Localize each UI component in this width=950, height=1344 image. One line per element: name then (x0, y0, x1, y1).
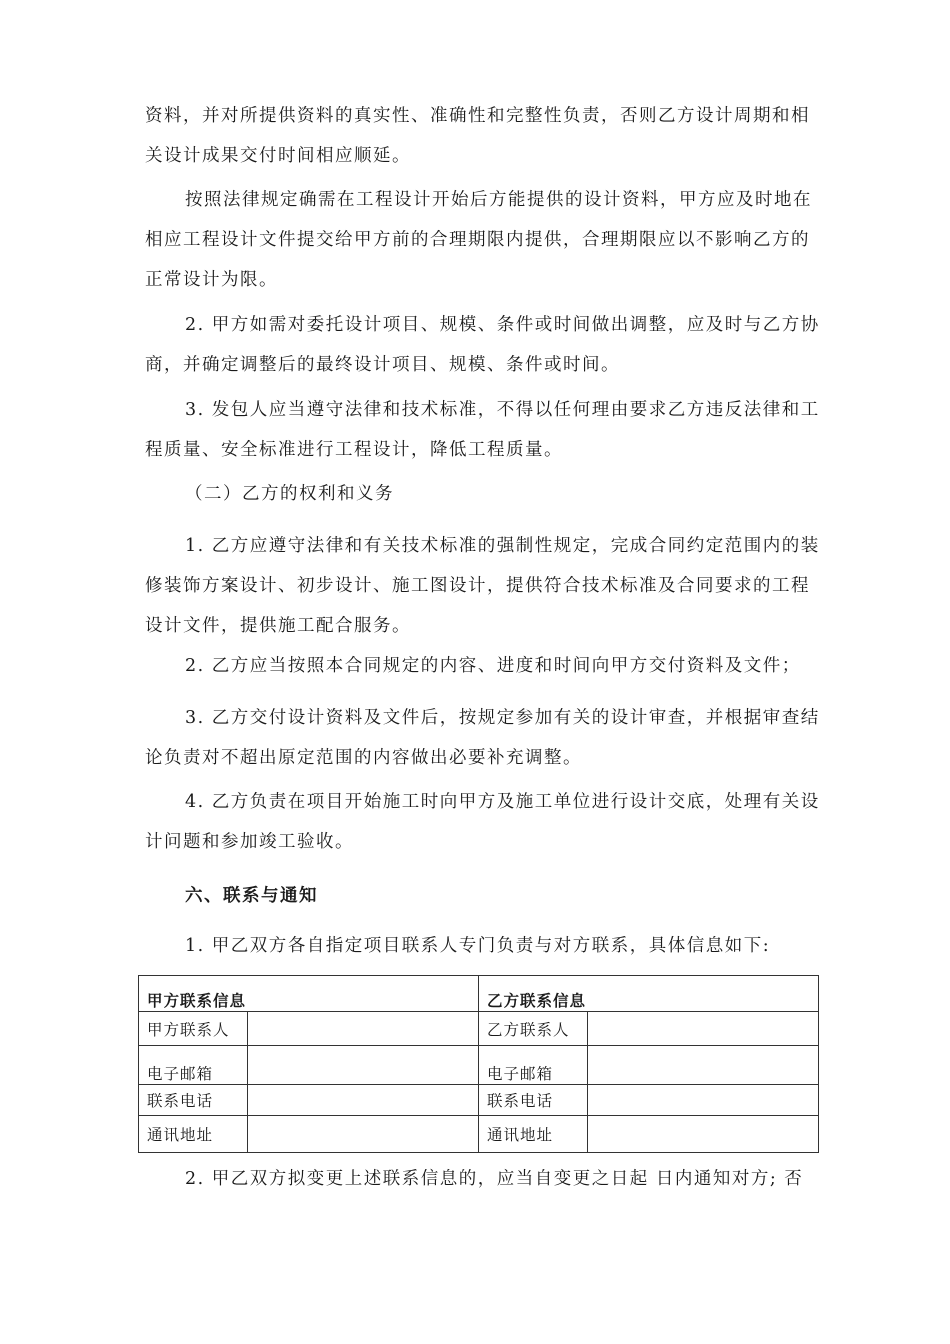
party-a-contact-label: 甲方联系人 (139, 1012, 248, 1046)
subheading-party-b-rights: （二）乙方的权利和义务 (185, 484, 394, 504)
paragraph-contact-change: 2. 甲乙双方拟变更上述联系信息的，应当自变更之日起 日内通知对方; 否 (185, 1169, 804, 1189)
table-row (139, 1046, 819, 1085)
party-a-phone-label: 联系电话 (139, 1085, 248, 1116)
paragraph-contact-intro: 1. 甲乙双方各自指定项目联系人专门负责与对方联系，具体信息如下: (185, 936, 771, 956)
paragraph-clause-2: 2. 甲方如需对委托设计项目、规模、条件或时间做出调整，应及时与乙方协商，并确定调整后的最终设计项目、规模、条件或时间。 (145, 315, 820, 375)
party-b-header: 乙方联系信息 (479, 976, 819, 1012)
party-b-address-value[interactable] (588, 1116, 819, 1153)
contact-info-table (138, 975, 819, 1153)
section-heading-contact: 六、联系与通知 (185, 886, 318, 906)
table-header-row (139, 976, 819, 1012)
paragraph-b-clause-1: 1. 乙方应遵守法律和有关技术标准的强制性规定，完成合同约定范围内的装修装饰方案设计、初步设计、施工图设计，提供符合技术标准及合同要求的工程设计文件，提供施工配合服务。 (145, 536, 820, 636)
party-b-email-value[interactable] (588, 1046, 819, 1085)
party-b-email-label: 电子邮箱 (479, 1046, 588, 1085)
party-a-address-label: 通讯地址 (139, 1116, 248, 1153)
party-a-header: 甲方联系信息 (139, 976, 479, 1012)
paragraph-clause-3: 3. 发包人应当遵守法律和技术标准，不得以任何理由要求乙方违反法律和工程质量、安全标准进行工程设计，降低工程质量。 (145, 400, 820, 460)
party-a-contact-value[interactable] (248, 1012, 479, 1046)
paragraph-b-clause-4: 4. 乙方负责在项目开始施工时向甲方及施工单位进行设计交底，处理有关设计问题和参加竣工验收。 (145, 792, 820, 852)
paragraph-continued: 资料，并对所提供资料的真实性、准确性和完整性负责，否则乙方设计周期和相关设计成果交付时间相应顺延。 (145, 106, 810, 166)
party-b-address-label: 通讯地址 (479, 1116, 588, 1153)
party-a-email-value[interactable] (248, 1046, 479, 1085)
party-a-email-label: 电子邮箱 (139, 1046, 248, 1085)
paragraph-b-clause-2: 2. 乙方应当按照本合同规定的内容、进度和时间向甲方交付资料及文件； (185, 656, 801, 676)
paragraph-b-clause-3: 3. 乙方交付设计资料及文件后，按规定参加有关的设计审查，并根据审查结论负责对不超出原定范围的内容做出必要补充调整。 (145, 708, 820, 768)
table-row (139, 1085, 819, 1116)
party-b-contact-label: 乙方联系人 (479, 1012, 588, 1046)
table-row (139, 1012, 819, 1046)
party-b-contact-value[interactable] (588, 1012, 819, 1046)
party-b-phone-label: 联系电话 (479, 1085, 588, 1116)
party-a-address-value[interactable] (248, 1116, 479, 1153)
party-a-phone-value[interactable] (248, 1085, 479, 1116)
table-row (139, 1116, 819, 1153)
party-b-phone-value[interactable] (588, 1085, 819, 1116)
paragraph-design-materials: 按照法律规定确需在工程设计开始后方能提供的设计资料，甲方应及时地在相应工程设计文件提交给甲方前的合理期限内提供，合理期限应以不影响乙方的正常设计为限。 (145, 190, 812, 290)
